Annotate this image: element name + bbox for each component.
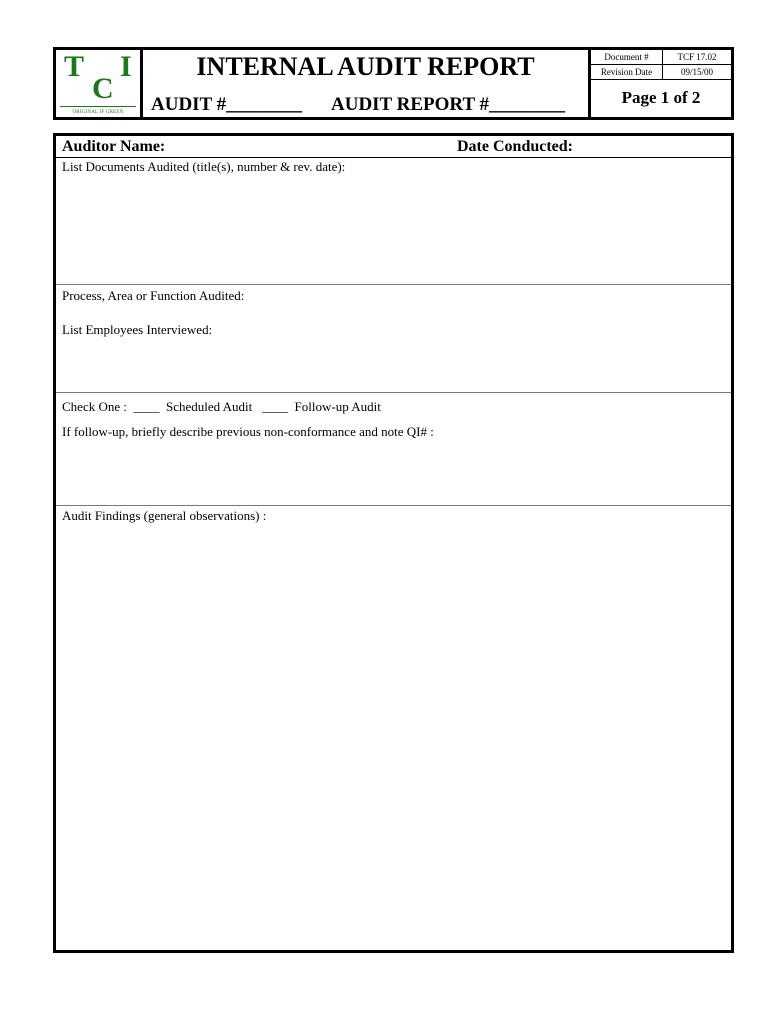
revision-date-row bbox=[591, 65, 731, 80]
page-total: 2 bbox=[691, 88, 701, 107]
logo-letter-i: I bbox=[120, 50, 132, 83]
logo-tagline: ORIGINAL IF GREEN bbox=[72, 110, 124, 115]
page-sep: of bbox=[673, 88, 688, 107]
logo-letter-t: T bbox=[64, 50, 85, 83]
report-title: INTERNAL AUDIT REPORT bbox=[196, 52, 535, 81]
audit-report-number-field[interactable]: AUDIT REPORT #________ bbox=[331, 94, 566, 115]
audit-findings-label: Audit Findings (general observations) : bbox=[62, 508, 267, 523]
documents-audited-section[interactable] bbox=[56, 158, 731, 285]
page-current: 1 bbox=[660, 88, 670, 107]
audit-form bbox=[53, 133, 734, 953]
follow-up-label: If follow-up, briefly describe previous non-conformance and note QI# : bbox=[62, 424, 434, 439]
process-audited-label: Process, Area or Function Audited: bbox=[62, 288, 245, 303]
document-number-row bbox=[591, 50, 731, 65]
page-prefix: Page bbox=[621, 88, 657, 107]
page-number bbox=[591, 88, 731, 108]
revision-date-label: Revision Date bbox=[591, 65, 663, 80]
document-number-value: TCF 17.02 bbox=[677, 52, 717, 62]
date-conducted-label: Date Conducted: bbox=[457, 138, 573, 155]
document-number-label: Document # bbox=[591, 50, 663, 65]
report-header bbox=[53, 47, 734, 120]
process-section[interactable] bbox=[56, 285, 731, 393]
auditor-row bbox=[56, 136, 731, 158]
documents-audited-label: List Documents Audited (title(s), number & rev. date): bbox=[62, 159, 346, 174]
document-info-box bbox=[588, 50, 731, 117]
auditor-name-label: Auditor Name: bbox=[62, 138, 166, 155]
audit-findings-section[interactable] bbox=[56, 506, 731, 950]
logo-rule bbox=[60, 106, 136, 107]
employees-interviewed-label: List Employees Interviewed: bbox=[62, 322, 213, 337]
audit-number-field[interactable]: AUDIT #________ bbox=[151, 94, 303, 115]
tci-logo bbox=[56, 50, 143, 117]
check-one-label: Check One : ____ Scheduled Audit ____ Follow-up Audit bbox=[62, 399, 381, 414]
audit-type-section[interactable] bbox=[56, 393, 731, 506]
logo-letter-c: C bbox=[92, 72, 114, 105]
revision-date-value: 09/15/00 bbox=[680, 67, 713, 77]
